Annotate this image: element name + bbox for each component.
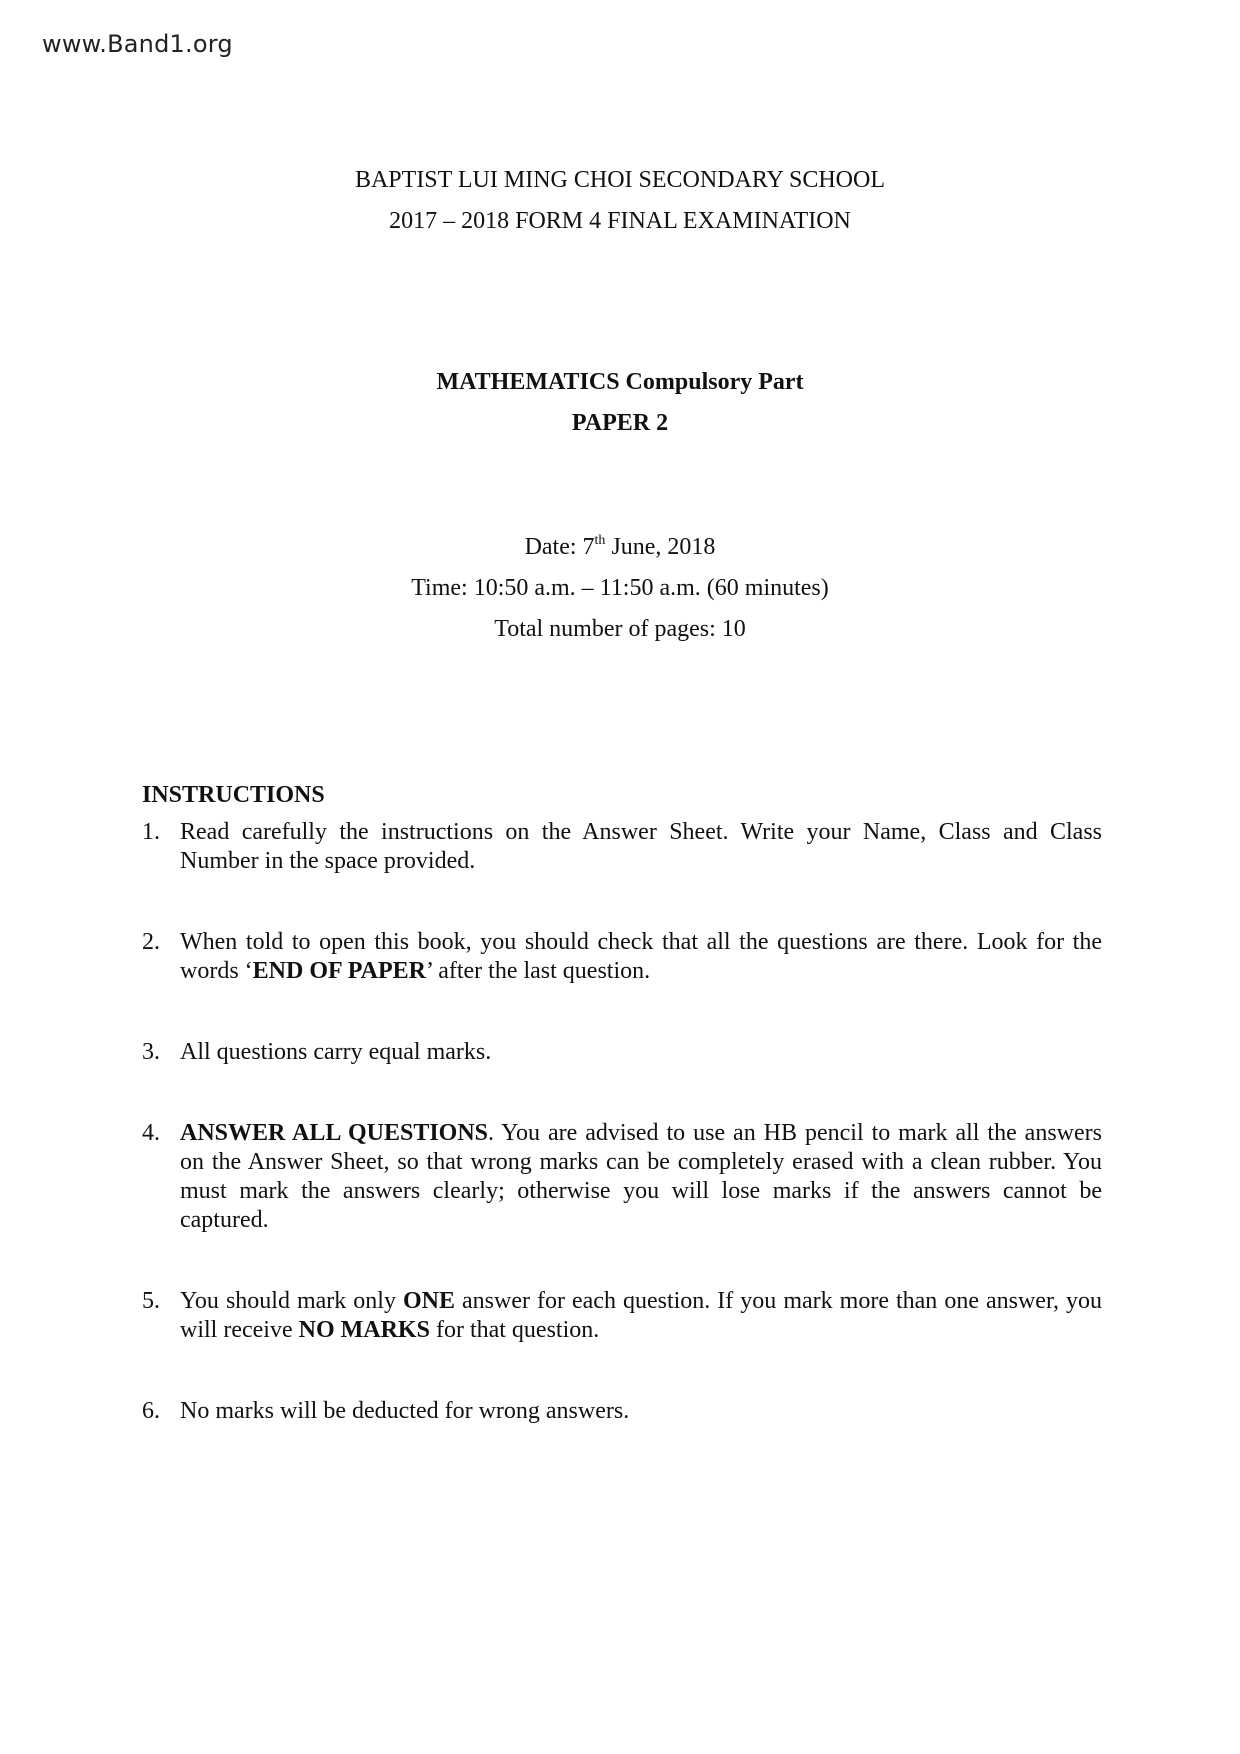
instruction-number: 5. — [142, 1288, 160, 1314]
instruction-text: No marks will be deducted for wrong answers. — [180, 1398, 630, 1424]
instruction-text: for that question. — [429, 1317, 600, 1343]
school-name: BAPTIST LUI MING CHOI SECONDARY SCHOOL — [354, 167, 886, 193]
instruction-text: You should mark only — [180, 1288, 403, 1314]
exam-time: Time: 10:50 a.m. – 11:50 a.m. (60 minutes) — [411, 575, 829, 601]
exam-date-superscript: th — [594, 533, 606, 548]
instruction-emphasis: ANSWER ALL QUESTIONS — [180, 1120, 489, 1146]
instruction-item-4 — [142, 1119, 1102, 1235]
instruction-number: 3. — [142, 1039, 160, 1065]
exam-date-suffix: June, 2018 — [605, 534, 716, 560]
exam-date-prefix: Date: 7 — [524, 534, 595, 560]
exam-header — [0, 160, 1240, 242]
instruction-text: When told to open this book, you should check that all the questions are there. Look for the words ‘ — [180, 929, 1102, 984]
instruction-text: ’ after the last question. — [425, 958, 651, 984]
instruction-number: 4. — [142, 1120, 160, 1146]
instruction-emphasis: NO MARKS — [298, 1317, 430, 1343]
instructions-list — [142, 818, 1102, 1426]
subject-block — [0, 362, 1240, 444]
instructions-title: INSTRUCTIONS — [142, 782, 325, 808]
instruction-text: answer for each question. If you mark more than one answer, you will receive — [180, 1288, 1103, 1343]
instruction-item-1 — [142, 818, 1102, 876]
instruction-emphasis: END OF PAPER — [252, 958, 426, 984]
watermark-url: www.Band1.org — [42, 30, 233, 58]
instructions-section — [142, 778, 1102, 1426]
instruction-text: Read carefully the instructions on the Answer Sheet. Write your Name, Class and Class Number in the space provided. — [180, 819, 1102, 874]
instruction-item-3 — [142, 1038, 1102, 1067]
exam-info — [0, 527, 1240, 650]
paper-number: PAPER 2 — [571, 410, 669, 436]
exam-title: 2017 – 2018 FORM 4 FINAL EXAMINATION — [389, 208, 851, 234]
instruction-text: All questions carry equal marks. — [180, 1039, 492, 1065]
instruction-item-5 — [142, 1287, 1102, 1345]
subject-name: MATHEMATICS Compulsory Part — [436, 369, 804, 395]
instruction-number: 2. — [142, 929, 160, 955]
total-pages: Total number of pages: 10 — [494, 616, 746, 642]
exam-date — [0, 527, 1240, 568]
instruction-item-6 — [142, 1397, 1102, 1426]
instruction-item-2 — [142, 928, 1102, 986]
instruction-number: 1. — [142, 819, 160, 845]
instruction-text: . You are advised to use an HB pencil to mark all the answers on the Answer Sheet, so that wrong marks can be completely erased with a clean rubber. You must mark the answers clearly; otherwise you will lose marks if the answers cannot be captured. — [180, 1120, 1102, 1233]
instruction-emphasis: ONE — [402, 1288, 455, 1314]
instruction-number: 6. — [142, 1398, 160, 1424]
